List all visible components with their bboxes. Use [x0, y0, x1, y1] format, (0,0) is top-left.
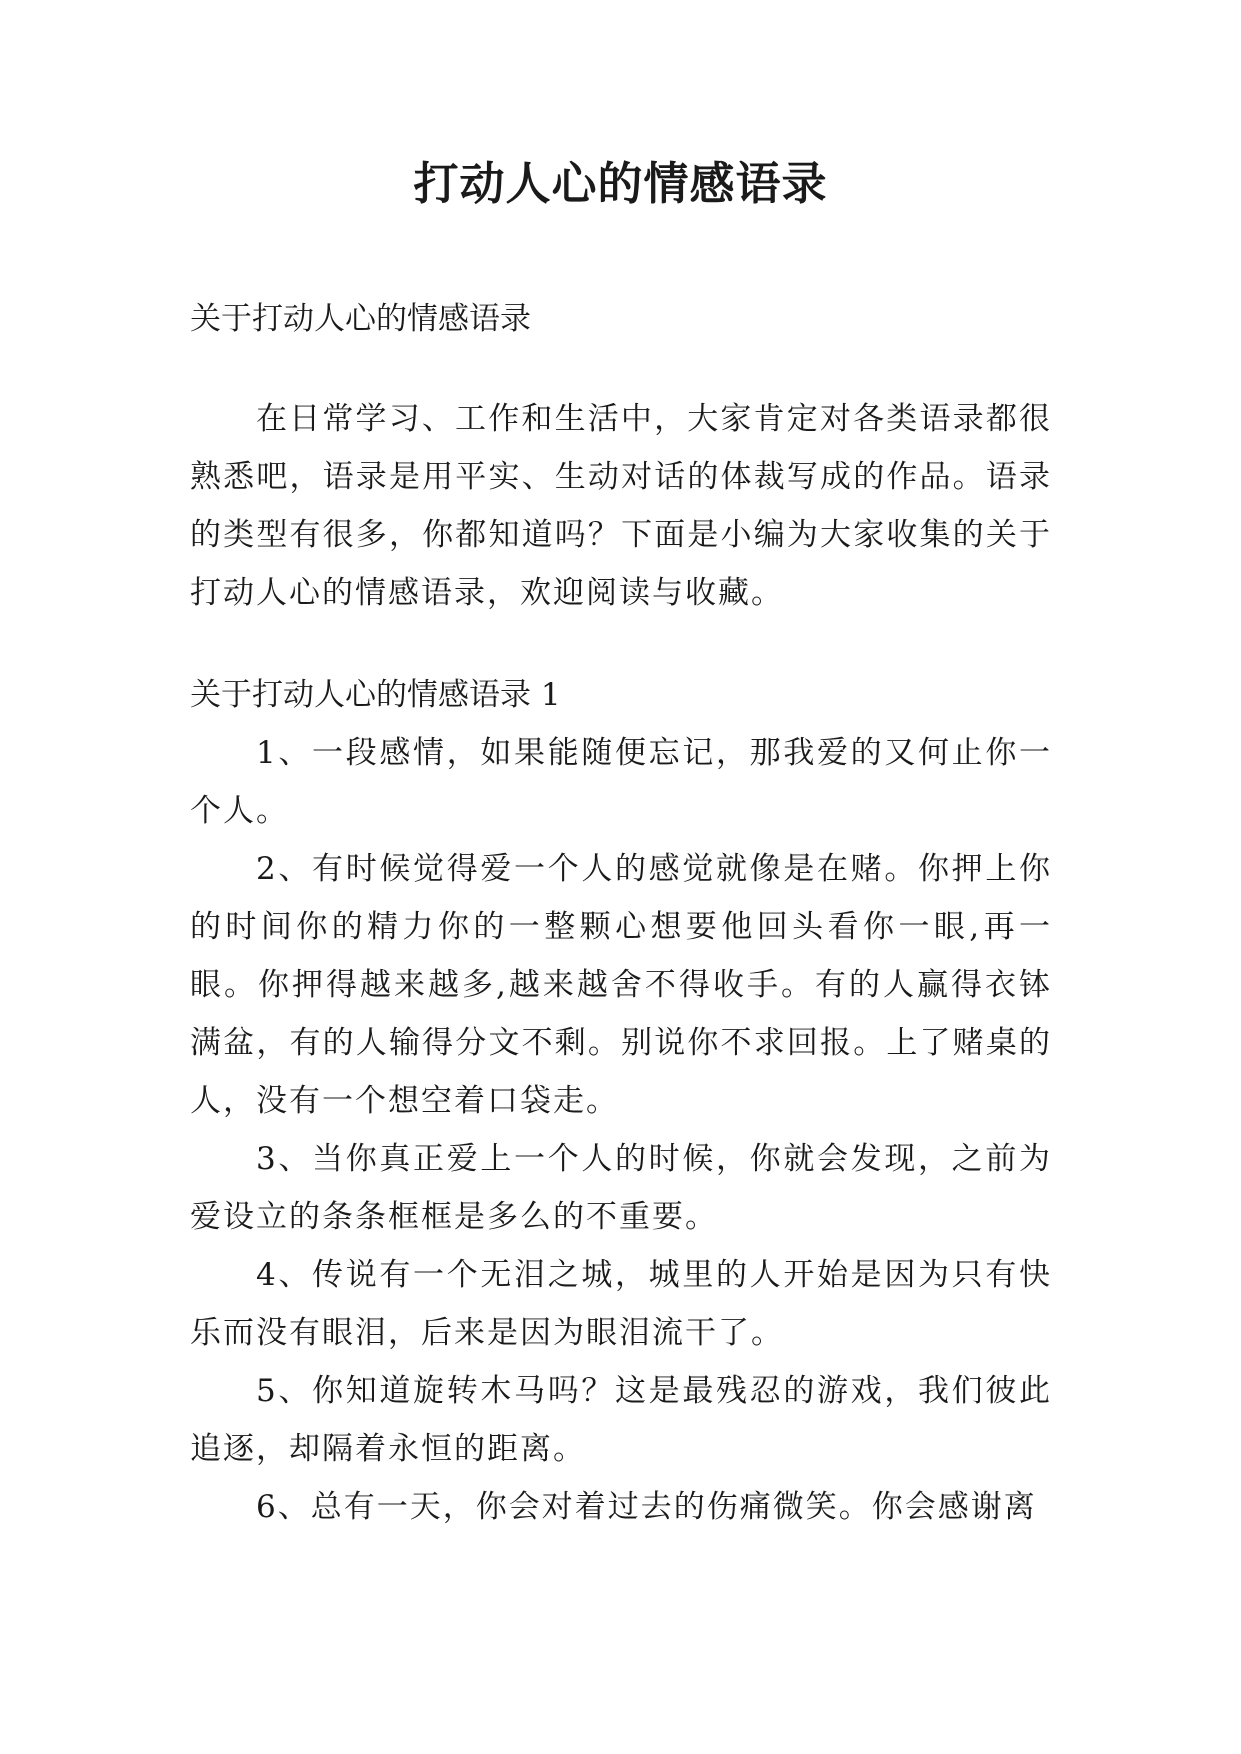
spacer — [190, 622, 1052, 666]
quote-item: 1、一段感情，如果能随便忘记，那我爱的又何止你一个人。 — [190, 735, 1052, 829]
quote-item: 6、总有一天，你会对着过去的伤痛微笑。你会感谢离 — [256, 1489, 1037, 1525]
document-body — [190, 290, 1052, 1536]
document-title: 打动人心的情感语录 — [413, 157, 828, 210]
intro-paragraph: 在日常学习、工作和生活中，大家肯定对各类语录都很熟悉吧，语录是用平实、生动对话的体裁写成的作品。语录的类型有很多，你都知道吗？下面是小编为大家收集的关于打动人心的情感语录，欢迎阅读与收藏。 — [190, 401, 1052, 611]
quote-item: 2、有时候觉得爱一个人的感觉就像是在赌。你押上你的时间你的精力你的一整颗心想要他回头看你一眼,再一眼。你押得越来越多,越来越舍不得收手。有的人赢得衣钵满盆，有的人输得分文不剩。别说你不求回报。上了赌桌的人，没有一个想空着口袋走。 — [190, 851, 1052, 1119]
quote-item: 5、你知道旋转木马吗？这是最残忍的游戏，我们彼此追逐，却隔着永恒的距离。 — [190, 1373, 1052, 1467]
spacer — [190, 348, 1052, 390]
quote-item: 3、当你真正爱上一个人的时候，你就会发现，之前为爱设立的条条框框是多么的不重要。 — [190, 1141, 1052, 1235]
quote-item: 4、传说有一个无泪之城，城里的人开始是因为只有快乐而没有眼泪，后来是因为眼泪流干了。 — [190, 1257, 1052, 1351]
section-heading: 关于打动人心的情感语录 1 — [190, 677, 561, 713]
intro-heading: 关于打动人心的情感语录 — [190, 301, 531, 337]
